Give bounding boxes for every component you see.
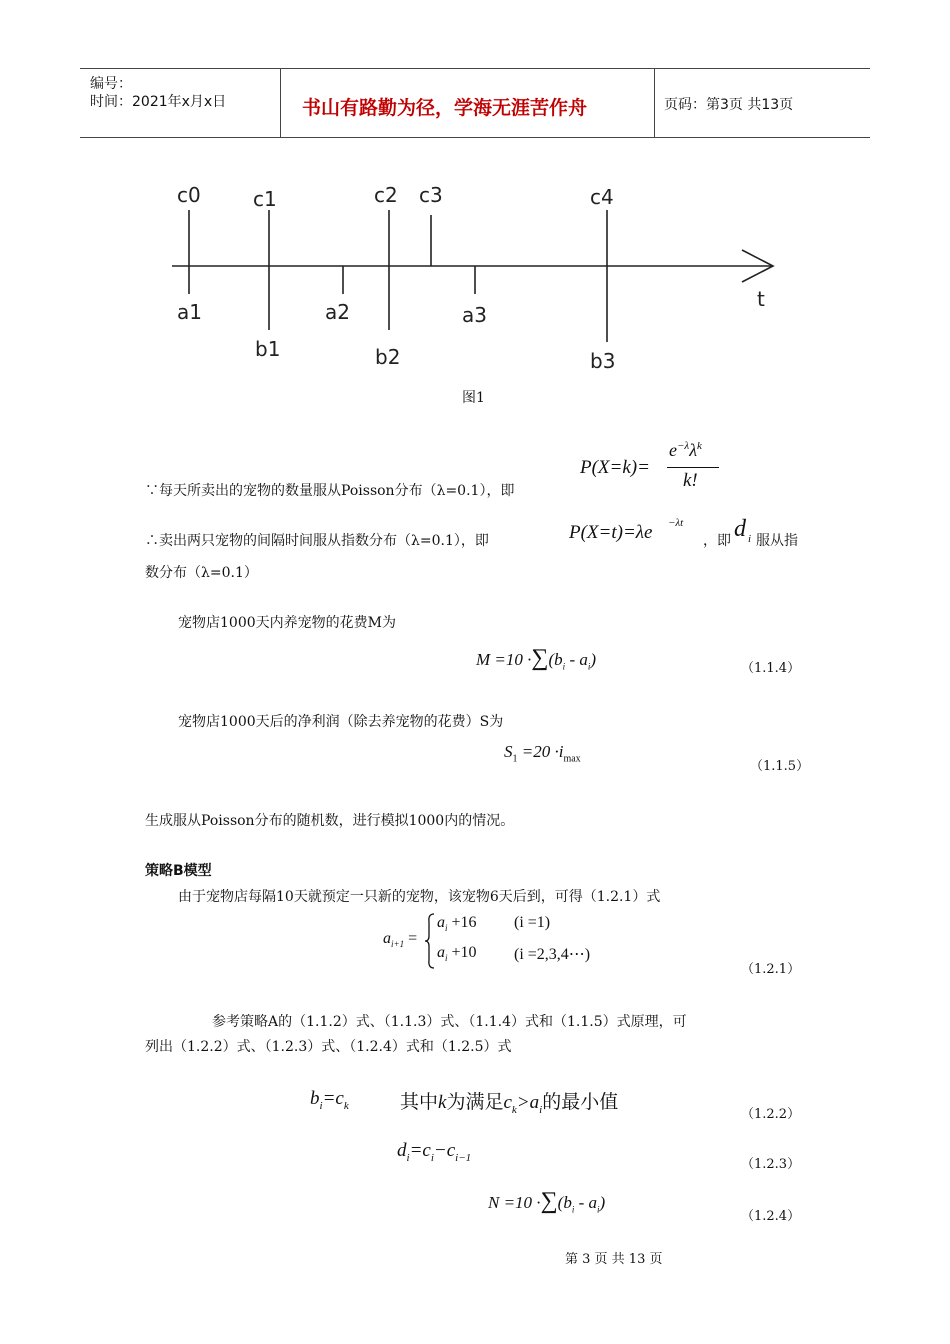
simulation-text: 生成服从Poisson分布的随机数，进行模拟1000内的情况。 [145, 813, 515, 829]
label-a2: a2 [325, 300, 350, 324]
reference-text-1: 参考策略A的（1.1.2）式、（1.1.3）式、（1.1.4）式和（1.1.5）式原理，可 [212, 1014, 687, 1030]
fraction-bar [667, 467, 719, 468]
equation-number: （1.2.3） [741, 1157, 801, 1172]
label-b2: b2 [375, 345, 401, 369]
label-c4: c4 [590, 185, 614, 209]
cost-formula: $M =10 \cdot\sum(b_i - a_i)$ [476, 645, 597, 672]
strategy-b-intro: 由于宠物店每隔10天就预定一只新的宠物，该宠物6天后到，可得（1.2.1）式 [178, 889, 661, 905]
equation-number: （1.1.5） [750, 759, 810, 774]
piecewise-cond-2: (i =2,3,4⋯) [514, 946, 591, 963]
header-divider [280, 69, 281, 137]
timeline-figure [0, 170, 950, 385]
poisson-text: ∵每天所卖出的宠物的数量服从Poisson分布（λ=0.1），即 [145, 483, 515, 499]
label-c3: c3 [419, 183, 443, 207]
piecewise-row-2: $a_i +10$ [437, 944, 477, 964]
doc-number-label: 编号： [90, 76, 132, 92]
exp-text-c: 服从指 [756, 533, 798, 549]
section-heading: 策略B模型 [145, 863, 212, 879]
reference-text-2: 列出（1.2.2）式、（1.2.3）式、（1.2.4）式和（1.2.5）式 [145, 1039, 512, 1055]
exp-formula: P(X=t)=λe [569, 522, 653, 543]
page-indicator: 页码：第3页 共13页 [664, 97, 794, 113]
bi-description: 其中k为满足$c_k>a_i$的最小值 [400, 1091, 619, 1116]
exp-formula-exponent: −λt [668, 517, 684, 529]
equation-number: （1.2.2） [741, 1107, 801, 1122]
label-c1: c1 [253, 187, 277, 211]
page-header [80, 68, 870, 138]
piecewise-cond-1: (i =1) [514, 914, 551, 931]
exp-text-b: ，即 [703, 533, 731, 549]
label-a1: a1 [177, 300, 202, 324]
label-a3: a3 [462, 303, 487, 327]
label-b1: b1 [255, 337, 281, 361]
equation-number: （1.2.4） [741, 1209, 801, 1224]
piecewise-row-1: $a_i +16$ [437, 914, 477, 934]
poisson-formula-numerator: $e^{-\lambda}\lambda^k$ [669, 440, 702, 460]
profit-intro: 宠物店1000天后的净利润（除去养宠物的花费）S为 [178, 714, 504, 730]
exp-text-2: 数分布（λ=0.1） [145, 565, 258, 581]
exp-d-sub: i [748, 533, 752, 545]
label-c2: c2 [374, 183, 398, 207]
doc-time-label: 时间：2021年x月x日 [90, 94, 227, 110]
label-b3: b3 [590, 349, 616, 373]
header-divider [654, 69, 655, 137]
figure-caption: 图1 [462, 390, 485, 406]
label-c0: c0 [177, 183, 201, 207]
brace-icon [424, 912, 436, 970]
header-motto: 书山有路勤为径，学海无涯苦作舟 [302, 97, 588, 119]
bi-formula: $b_i=c_k$ [310, 1088, 349, 1112]
profit-formula: $S_1 =20 \cdot i_{max}$ [504, 742, 581, 765]
exp-text: ∴卖出两只宠物的间隔时间服从指数分布（λ=0.1），即 [145, 533, 489, 549]
n-formula: $N =10 \cdot\sum(b_i - a_i)$ [488, 1188, 606, 1215]
cost-intro: 宠物店1000天内养宠物的花费M为 [178, 615, 396, 631]
equation-number: （1.2.1） [741, 962, 801, 977]
poisson-formula-denominator: k! [683, 470, 698, 491]
piecewise-lhs: $a_{i+1}$ = [383, 930, 418, 950]
label-t: t [757, 287, 765, 311]
page-footer: 第 3 页 共 13 页 [565, 1252, 663, 1267]
equation-number: （1.1.4） [741, 661, 801, 676]
di-formula: $d_i=c_i-c_{i-1}$ [397, 1140, 472, 1164]
poisson-formula-lhs: P(X=k)= [580, 457, 650, 478]
exp-d: d [734, 516, 746, 542]
